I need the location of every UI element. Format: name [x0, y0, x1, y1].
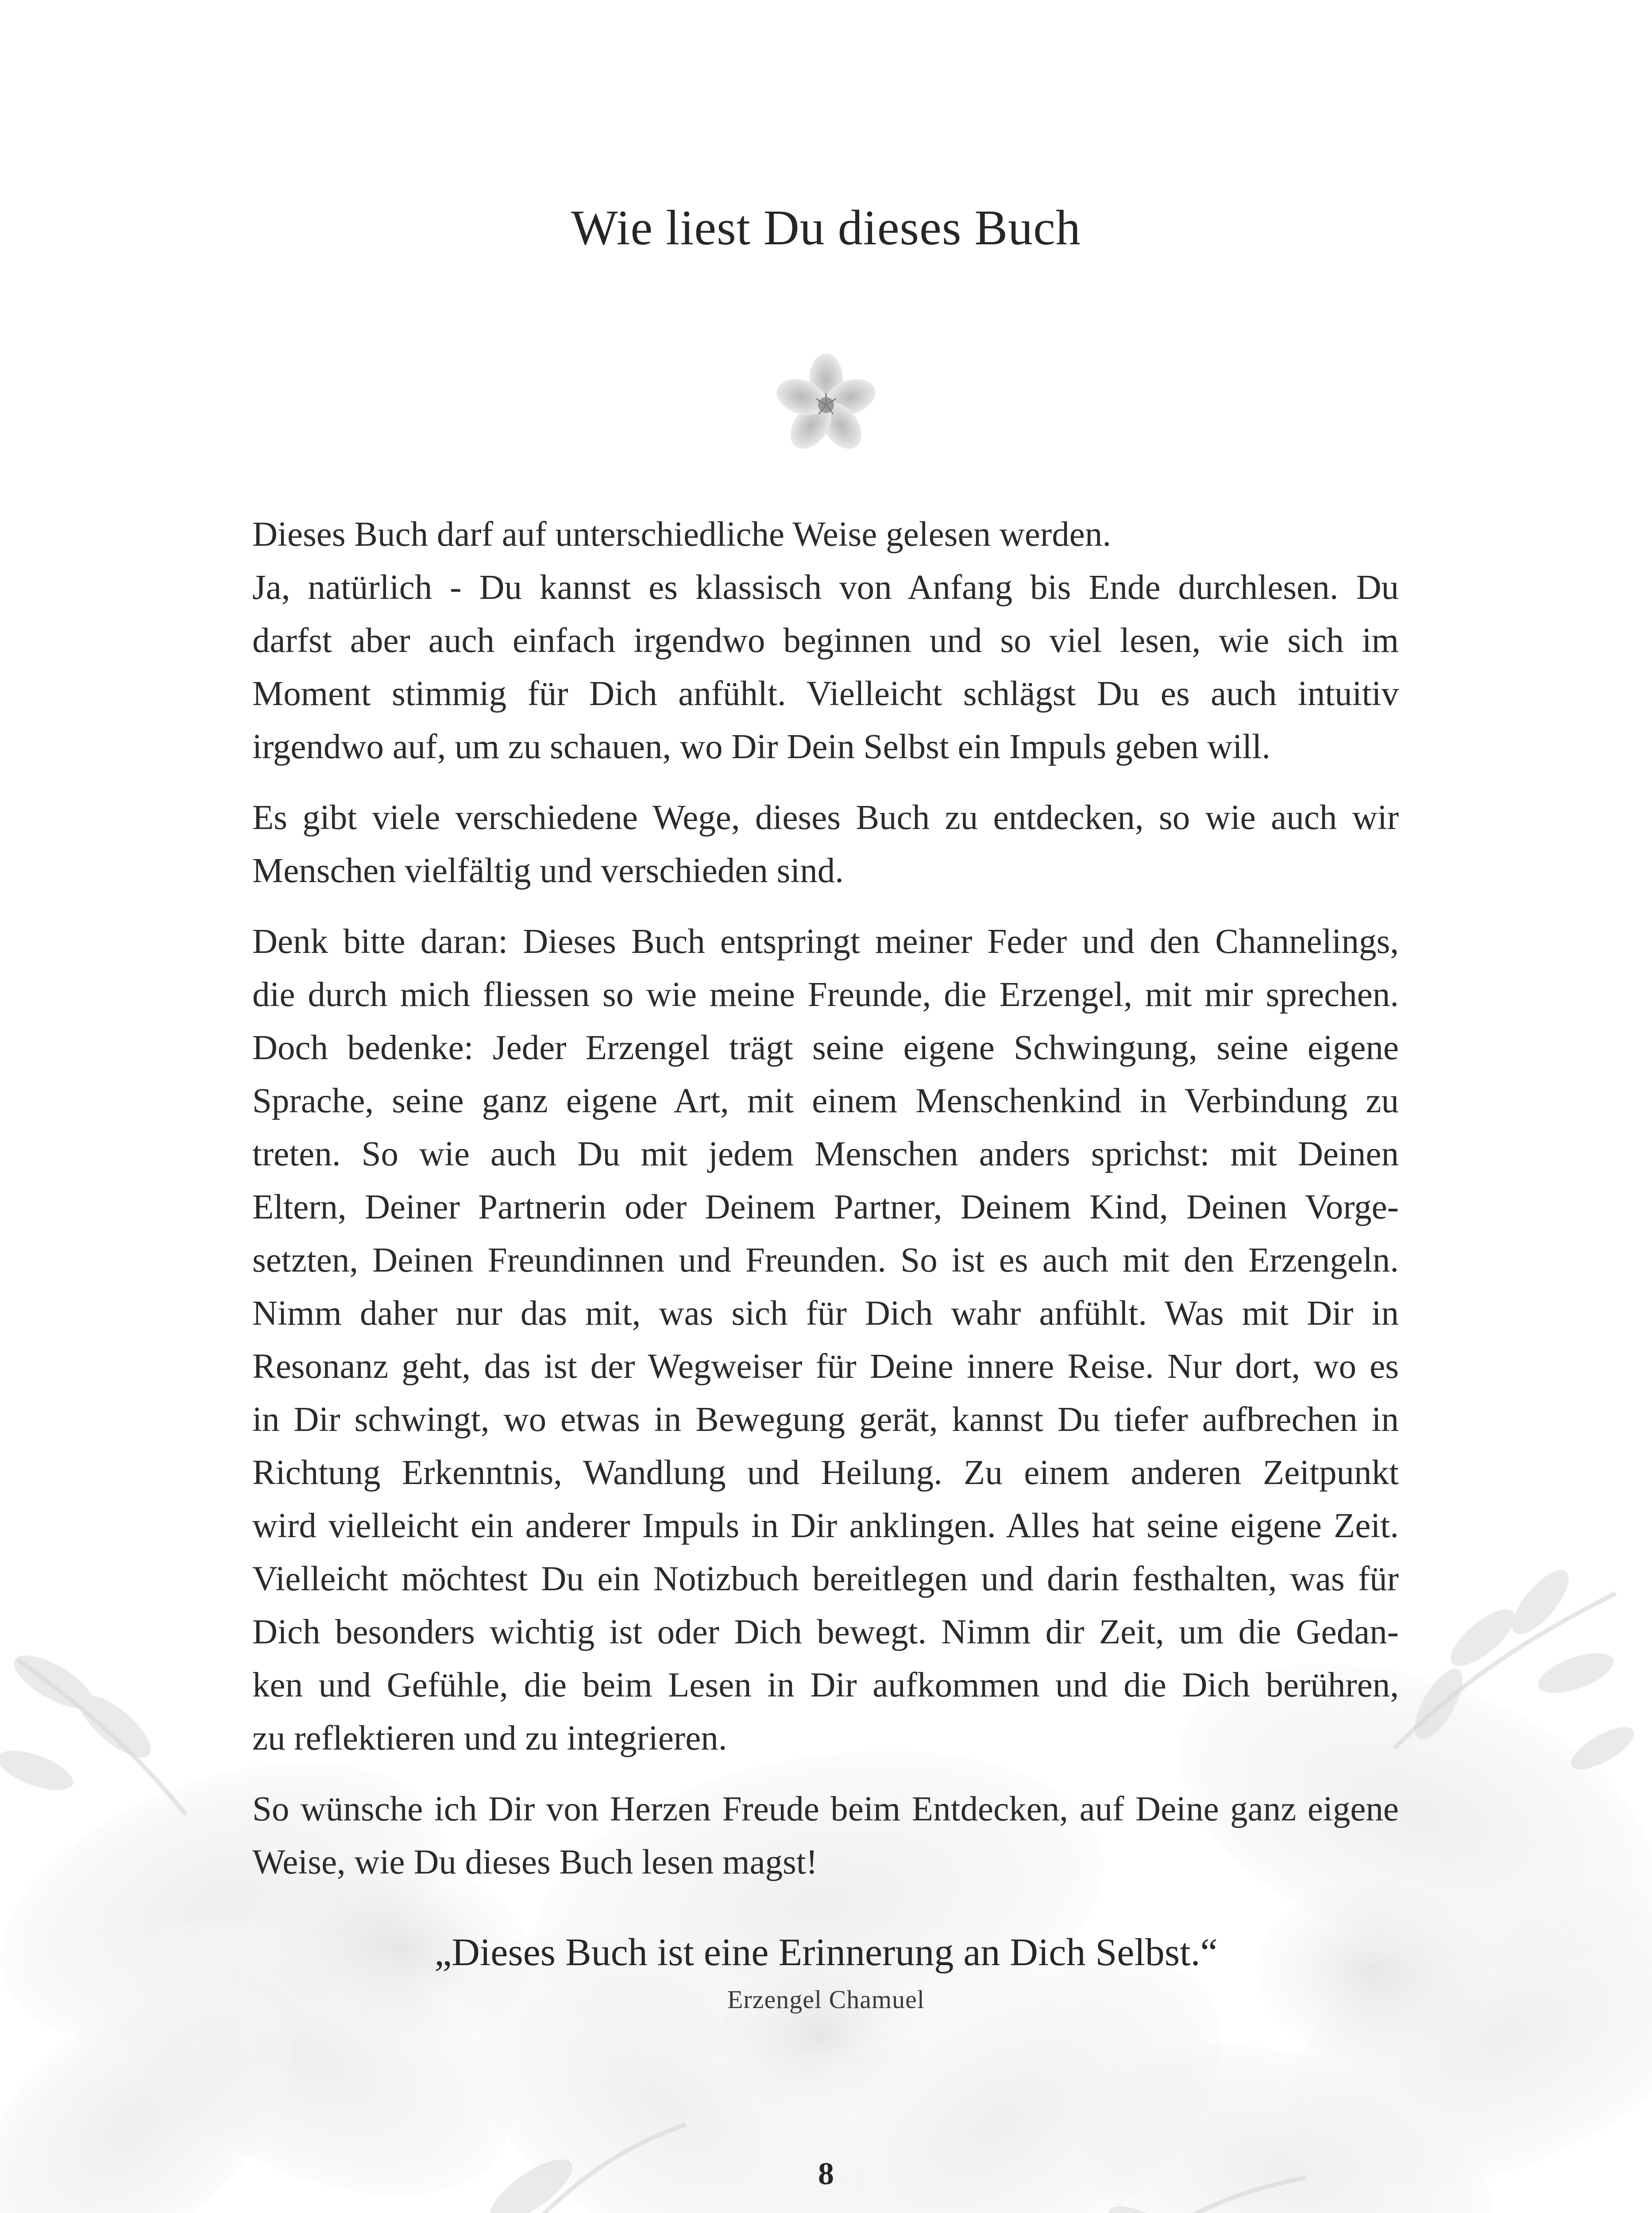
- text-line: die durch mich fliessen so wie meine Freunde, die Erzengel, mit mir sprechen.: [252, 975, 1399, 1014]
- text-line: Es gibt viele verschiedene Wege, dieses Buch zu entdecken, so wie auch wir: [252, 798, 1399, 837]
- text-line: Ja, natürlich - Du kannst es klassisch von Anfang bis Ende durchlesen. Du: [252, 568, 1399, 607]
- text-line: Vielleicht möchtest Du ein Notizbuch bereitlegen und darin festhalten, was für: [252, 1560, 1399, 1598]
- text-line: Nimm daher nur das mit, was sich für Dich wahr anfühlt. Was mit Dir in: [252, 1294, 1399, 1333]
- page-number: 8: [818, 2156, 834, 2191]
- text-line: Richtung Erkenntnis, Wandlung und Heilung. Zu einem anderen Zeitpunkt: [252, 1453, 1399, 1492]
- text-line: irgendwo auf, um zu schauen, wo Dir Dein Selbst ein Impuls geben will.: [252, 728, 1271, 766]
- text-line: Dieses Buch darf auf unterschiedliche Weise gelesen werden.: [252, 515, 1112, 554]
- text-line: treten. So wie auch Du mit jedem Menschen anders sprichst: mit Deinen: [252, 1135, 1399, 1173]
- text-line: So wünsche ich Dir von Herzen Freude beim Entdecken, auf Deine ganz eigene: [252, 1790, 1399, 1828]
- text-line: Resonanz geht, das ist der Wegweiser für Deine innere Reise. Nur dort, wo es: [252, 1347, 1399, 1386]
- paragraph: [252, 791, 1399, 898]
- text-line: darfst aber auch einfach irgendwo beginnen und so viel lesen, wie sich im: [252, 621, 1399, 660]
- body-text: [252, 508, 1399, 1907]
- text-line: wird vielleicht ein anderer Impuls in Dir anklingen. Alles hat seine eigene Zeit.: [252, 1507, 1399, 1545]
- text-line: Eltern, Deiner Partnerin oder Deinem Partner, Deinem Kind, Deinen Vorge-: [252, 1188, 1399, 1226]
- text-line: Weise, wie Du dieses Buch lesen magst!: [252, 1843, 818, 1881]
- text-line: Moment stimmig für Dich anfühlt. Vielleicht schlägst Du es auch intuitiv: [252, 675, 1399, 713]
- text-line: Denk bitte daran: Dieses Buch entspringt meiner Feder und den Channelings,: [252, 922, 1399, 961]
- text-line: Dich besonders wichtig ist oder Dich bewegt. Nimm dir Zeit, um die Gedan-: [252, 1613, 1399, 1651]
- paragraph: [252, 508, 1399, 774]
- text-line: ken und Gefühle, die beim Lesen in Dir aufkommen und die Dich berühren,: [252, 1666, 1399, 1704]
- paragraph: [252, 1783, 1399, 1889]
- quote-text: „Dieses Buch ist eine Erinnerung an Dich Selbst.“: [434, 1931, 1218, 1974]
- text-line: Menschen vielfältig und verschieden sind.: [252, 852, 844, 890]
- flower-icon: [768, 345, 884, 460]
- text-line: Doch bedenke: Jeder Erzengel trägt seine eigene Schwingung, seine eigene: [252, 1029, 1399, 1067]
- quote-author: Erzengel Chamuel: [727, 1985, 925, 2014]
- text-line: in Dir schwingt, wo etwas in Bewegung gerät, kannst Du tiefer aufbrechen in: [252, 1400, 1399, 1439]
- text-line: setzten, Deinen Freundinnen und Freunden. So ist es auch mit den Erzengeln.: [252, 1241, 1399, 1280]
- text-line: zu reflektieren und zu integrieren.: [252, 1719, 727, 1758]
- paragraph: [252, 915, 1399, 1765]
- page-title: Wie liest Du dieses Buch: [571, 200, 1081, 255]
- text-line: Sprache, seine ganz eigene Art, mit einem Menschenkind in Verbindung zu: [252, 1082, 1399, 1120]
